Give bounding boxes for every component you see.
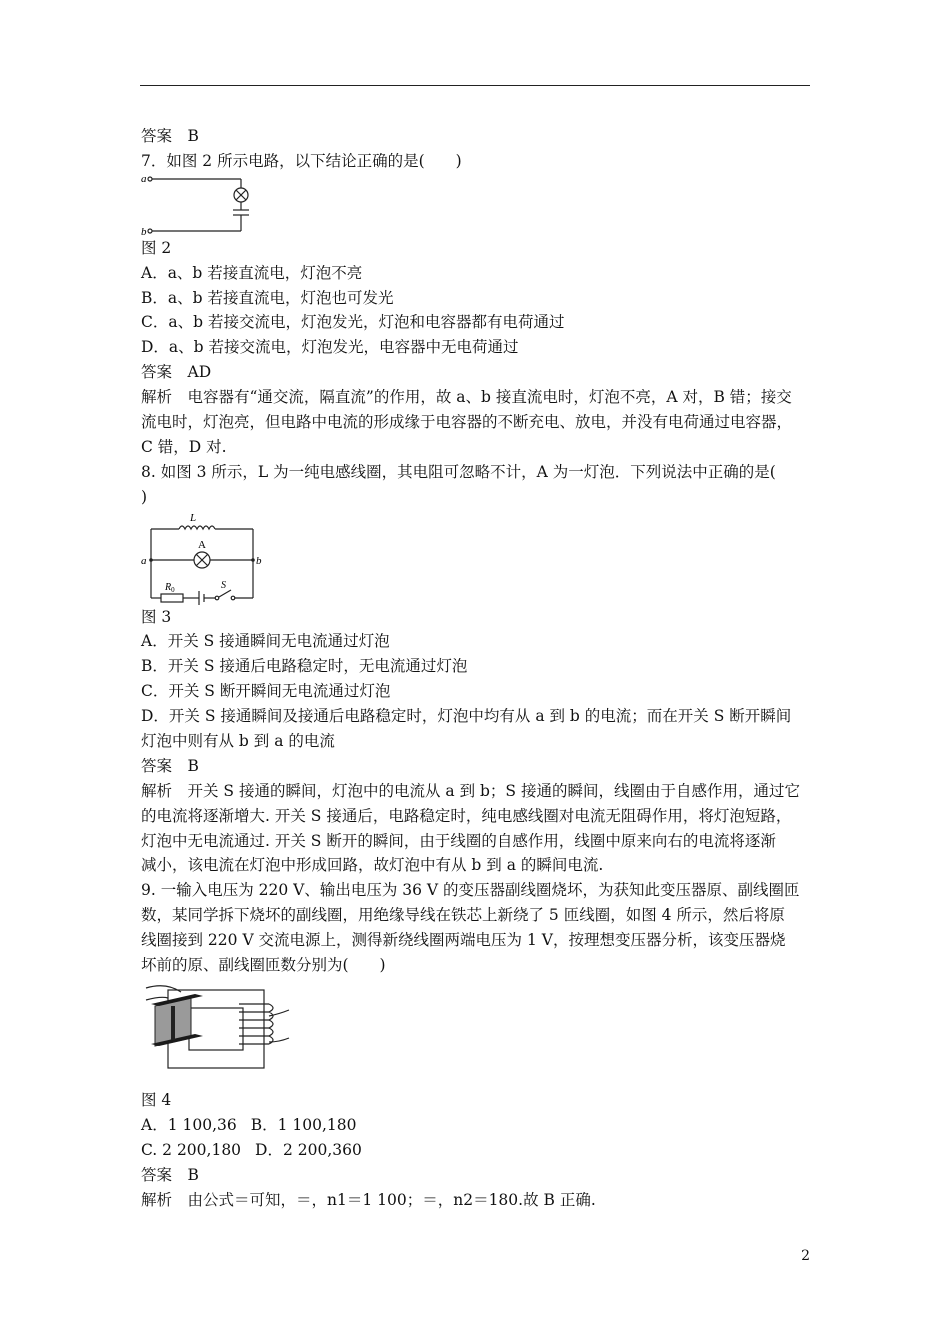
- q8-option-d-line2: 灯泡中则有从 b 到 a 的电流: [141, 732, 335, 751]
- figure-4-transformer: [141, 980, 291, 1072]
- fig3-label-A: A: [198, 538, 206, 551]
- answer-q9: 答案 B: [141, 1165, 199, 1184]
- analysis-q8-line2: 的电流将逐渐增大. 开关 S 接通后，电路稳定时，纯电感线圈对电流无阻碍作用，将灯泡短路，: [141, 806, 792, 825]
- fig3-label-R0: $R_0$: [165, 581, 175, 594]
- question-9-stem-line1: 9. 一输入电压为 220 V、输出电压为 36 V 的变压器副线圈烧坏，为获知此变压器原、副线圈匝: [141, 881, 800, 900]
- fig2-terminal-b: b: [141, 225, 147, 236]
- q7-option-c: C．a、b 若接交流电，灯泡发光，灯泡和电容器都有电荷通过: [141, 313, 565, 332]
- q9-option-d: D．2 200,360: [255, 1140, 362, 1159]
- fig3-label-a: a: [141, 554, 147, 567]
- question-9-stem-line4: 坏前的原、副线圈匝数分别为( ): [141, 956, 386, 975]
- answer-q7: 答案 AD: [141, 363, 212, 382]
- q9-options-row1: [141, 1113, 813, 1138]
- q8-option-d-line1: D．开关 S 接通瞬间及接通后电路稳定时，灯泡中均有从 a 到 b 的电流；而在开关 S 断开瞬间: [141, 707, 792, 726]
- page-number: 2: [801, 1248, 810, 1264]
- fig3-label-b: b: [256, 554, 262, 567]
- analysis-q8-line1: 解析 开关 S 接通的瞬间，灯泡中的电流从 a 到 b；S 接通的瞬间，线圈由于自感作用，通过它: [141, 781, 800, 800]
- fig3-label-S: S: [221, 579, 226, 591]
- analysis-q7-line3: C 错，D 对.: [141, 437, 227, 456]
- header-rule: [140, 85, 810, 86]
- analysis-q8-line3: 灯泡中无电流通过. 开关 S 断开的瞬间，由于线圈的自感作用，线圈中原来向右的电流将逐渐: [141, 831, 776, 850]
- answer-q8: 答案 B: [141, 756, 199, 775]
- q7-option-b: B．a、b 若接直流电，灯泡也可发光: [141, 288, 394, 307]
- q8-option-a: A．开关 S 接通瞬间无电流通过灯泡: [141, 632, 390, 651]
- page-content: [141, 124, 813, 1212]
- q9-option-a: A．1 100,36: [141, 1115, 237, 1134]
- q9-option-b: B．1 100,180: [250, 1115, 357, 1134]
- q8-option-c: C．开关 S 断开瞬间无电流通过灯泡: [141, 682, 391, 701]
- q7-option-d: D．a、b 若接交流电，灯泡发光，电容器中无电荷通过: [141, 338, 519, 357]
- fig2-terminal-a: a: [141, 173, 147, 185]
- question-9-stem-line3: 线圈接到 220 V 交流电源上，测得新绕线圈两端电压为 1 V，按理想变压器分析，该变压器烧: [141, 931, 786, 950]
- analysis-q7-line2: 流电时，灯泡亮，但电路中电流的形成缘于电容器的不断充电、放电，并没有电荷通过电容器，: [141, 413, 793, 432]
- question-8-stem-line2: ): [141, 487, 148, 506]
- q7-option-a: A．a、b 若接直流电，灯泡不亮: [141, 263, 363, 282]
- question-9-stem-line2: 数，某同学拆下烧坏的副线圈，用绝缘导线在铁芯上新绕了 5 匝线圈，如图 4 所示，然后将原: [141, 906, 785, 925]
- figure-3-circuit: [141, 510, 271, 605]
- figure-3-label: 图 3: [141, 607, 172, 626]
- question-7-stem: 7．如图 2 所示电路，以下结论正确的是( ): [141, 151, 462, 170]
- figure-4-label: 图 4: [141, 1090, 172, 1109]
- analysis-q8-line4: 减小，该电流在灯泡中形成回路，故灯泡中有从 b 到 a 的瞬间电流.: [141, 856, 604, 875]
- analysis-q7-line1: 解析 电容器有“通交流，隔直流”的作用，故 a、b 接直流电时，灯泡不亮，A 对，B 错；接交: [141, 388, 792, 407]
- analysis-q9: 解析 由公式＝可知，＝，n1＝1 100；＝，n2＝180.故 B 正确.: [141, 1190, 596, 1209]
- answer-q6: 答案 B: [141, 127, 199, 145]
- q9-options-row2: [141, 1138, 813, 1163]
- figure-2-label: 图 2: [141, 238, 172, 257]
- figure-2-circuit: [141, 174, 261, 236]
- fig3-label-L: L: [190, 511, 197, 524]
- q9-option-c: C. 2 200,180: [141, 1140, 242, 1159]
- q8-option-b: B．开关 S 接通后电路稳定时，无电流通过灯泡: [141, 657, 468, 676]
- question-8-stem-line1: 8. 如图 3 所示，L 为一纯电感线圈，其电阻可忽略不计，A 为一灯泡．下列说法中正确的是(: [141, 462, 776, 481]
